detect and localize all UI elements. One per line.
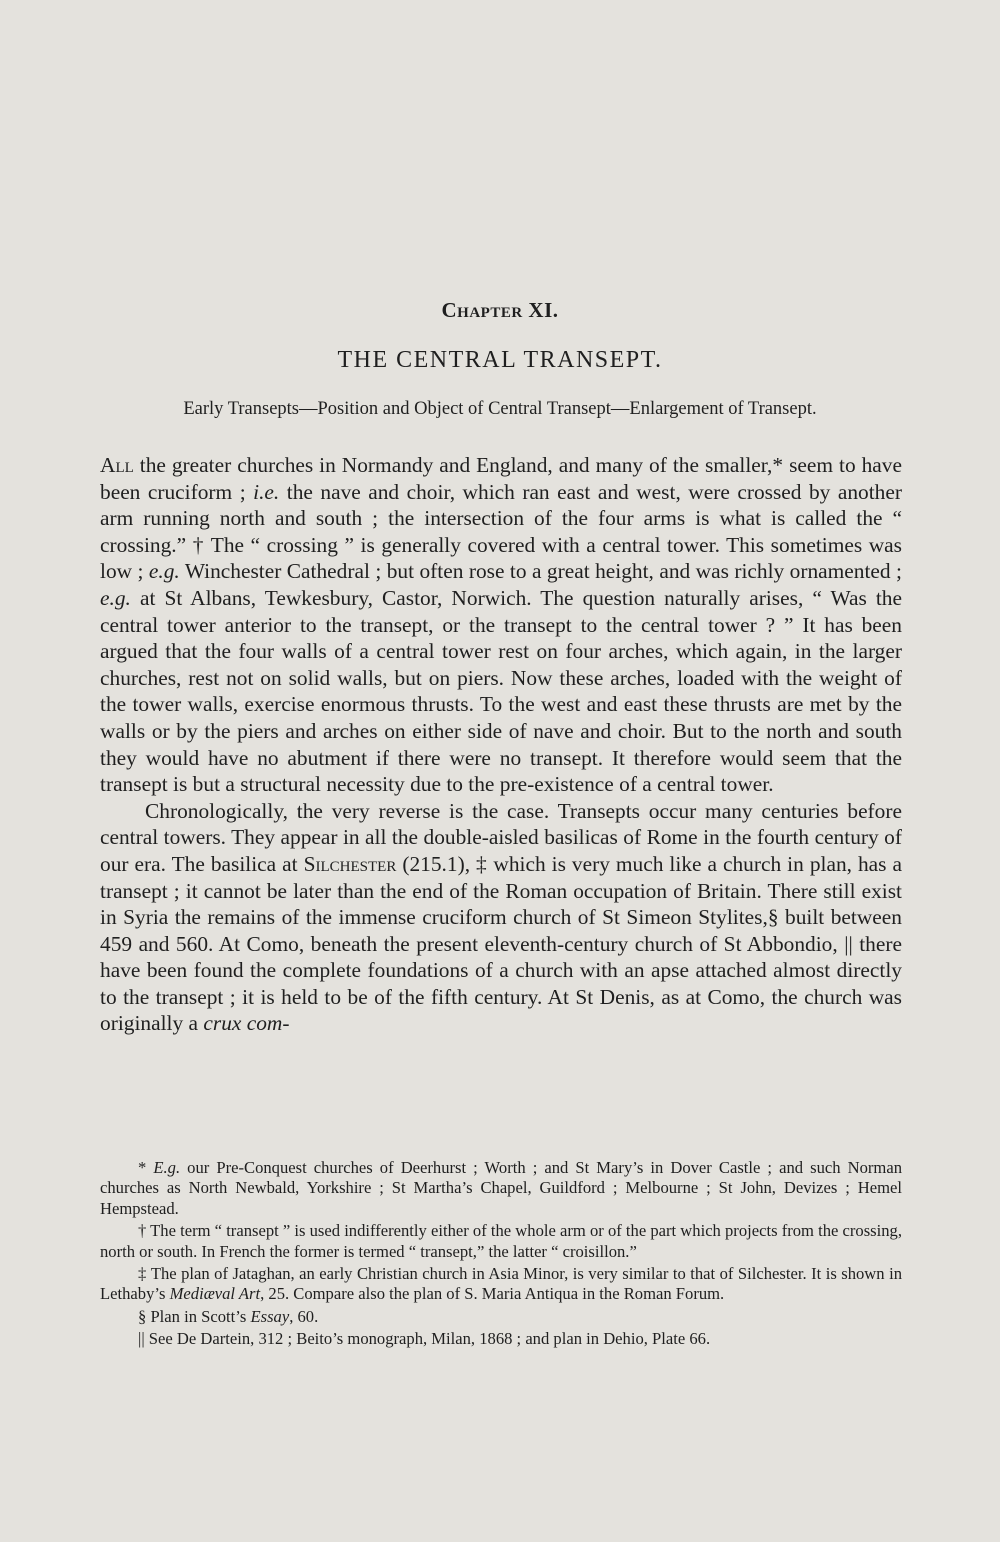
text-run: Winchester Cathedral ; but often rose to a great height, and was richly ornamented ;	[179, 559, 902, 584]
text-run: the nave and choir, which ran east and west, were crossed by another arm running north and south ; the intersection of the four arms is what is called the “ crossing.” † The “ crossing ” is generally covered with a central tower. This sometimes was low ;	[100, 479, 902, 584]
italic-run: crux com-	[203, 1011, 290, 1036]
italic-run: i.e.	[253, 479, 280, 504]
chapter-title: THE CENTRAL TRANSEPT.	[337, 347, 663, 373]
text-run: (215.1), ‡ which is very much like a church in plan, has a transept ; it cannot be later than the end of the Roman occupation of Britain. There still exist in Syria the remains of the immense cruciform church of St Simeon Stylites,§ built between 459 and 560. At Como, beneath the present eleventh-century church of St Abbondio, || there have been found the complete foundations of a church with an apse attached almost directly to the transept ; it is held to be of the fifth century. At St Denis, as at Como, the church was originally a	[100, 851, 902, 1036]
footnote-5: || See De Dartein, 312 ; Beito’s monograph, Milan, 1868 ; and plan in Dehio, Plate 66.	[138, 1329, 711, 1349]
paragraph-1	[100, 452, 902, 798]
small-caps-run: Silchester	[303, 851, 397, 876]
text-run: , 60.	[289, 1306, 319, 1326]
italic-run: e.g.	[100, 585, 131, 610]
paragraph-2	[100, 798, 902, 1037]
text-run: ‡ The plan of Jataghan, an early Christian church in Asia Minor, is very similar to that of Silchester. It is shown in Lethaby’s	[100, 1264, 902, 1304]
text-run: the greater churches in Normandy and England, and many of the smaller,* seem to have been cruciform ;	[100, 453, 902, 504]
italic-run: Essay	[250, 1306, 290, 1326]
text-run: Chronologically, the very reverse is the case. Transepts occur many centuries before central towers. They appear in all the double-aisled basilicas of Rome in the fourth century of our era. The basilica at	[100, 798, 902, 876]
lead-word: All	[100, 453, 134, 477]
body-text	[100, 452, 902, 1037]
text-run: § Plan in Scott’s	[138, 1306, 251, 1326]
footnote-3	[100, 1264, 902, 1305]
text-run: at St Albans, Tewkesbury, Castor, Norwich. The question naturally arises, “ Was the central tower anterior to the transept, or the transept to the central tower ? ” It has been argued that the four walls of a central tower rest on four arches, which again, in the larger churches, rest not on solid walls, but on piers. Now these arches, loaded with the weight of the tower walls, exercise enormous thrusts. To the west and east these thrusts are met by the walls or by the piers and arches on either side of nave and choir. But to the north and south they would have no abutment if there were no transept. It therefore would seem that the transept is but a structural necessity due to the pre-existence of a central tower.	[100, 585, 902, 797]
footnote-4	[100, 1307, 902, 1327]
italic-run: Mediæval Art	[169, 1284, 261, 1304]
footnote-1	[100, 1158, 902, 1219]
italic-run: E.g.	[153, 1158, 181, 1177]
text-run: our Pre-Conquest churches of Deerhurst ; Worth ; and St Mary’s in Dover Castle ; and such Norman churches as North Newbald, Yorkshire ; St Martha’s Chapel, Guildford ; Melbourne ; St John, Devizes ; Hemel Hempstead.	[100, 1158, 902, 1218]
footnote-2: † The term “ transept ” is used indifferently either of the whole arm or of the part which projects from the crossing, north or south. In French the former is termed “ transept,” the latter “ croisillon.”	[100, 1221, 902, 1261]
chapter-subtitle: Early Transepts—Position and Object of Central Transept—Enlargement of Transept.	[183, 399, 817, 419]
footnotes	[100, 1158, 902, 1352]
footnote-mark: *	[138, 1158, 154, 1177]
italic-run: e.g.	[148, 559, 180, 584]
chapter-number: Chapter XI.	[441, 298, 559, 322]
text-run: , 25. Compare also the plan of S. Maria Antiqua in the Roman Forum.	[260, 1284, 725, 1304]
